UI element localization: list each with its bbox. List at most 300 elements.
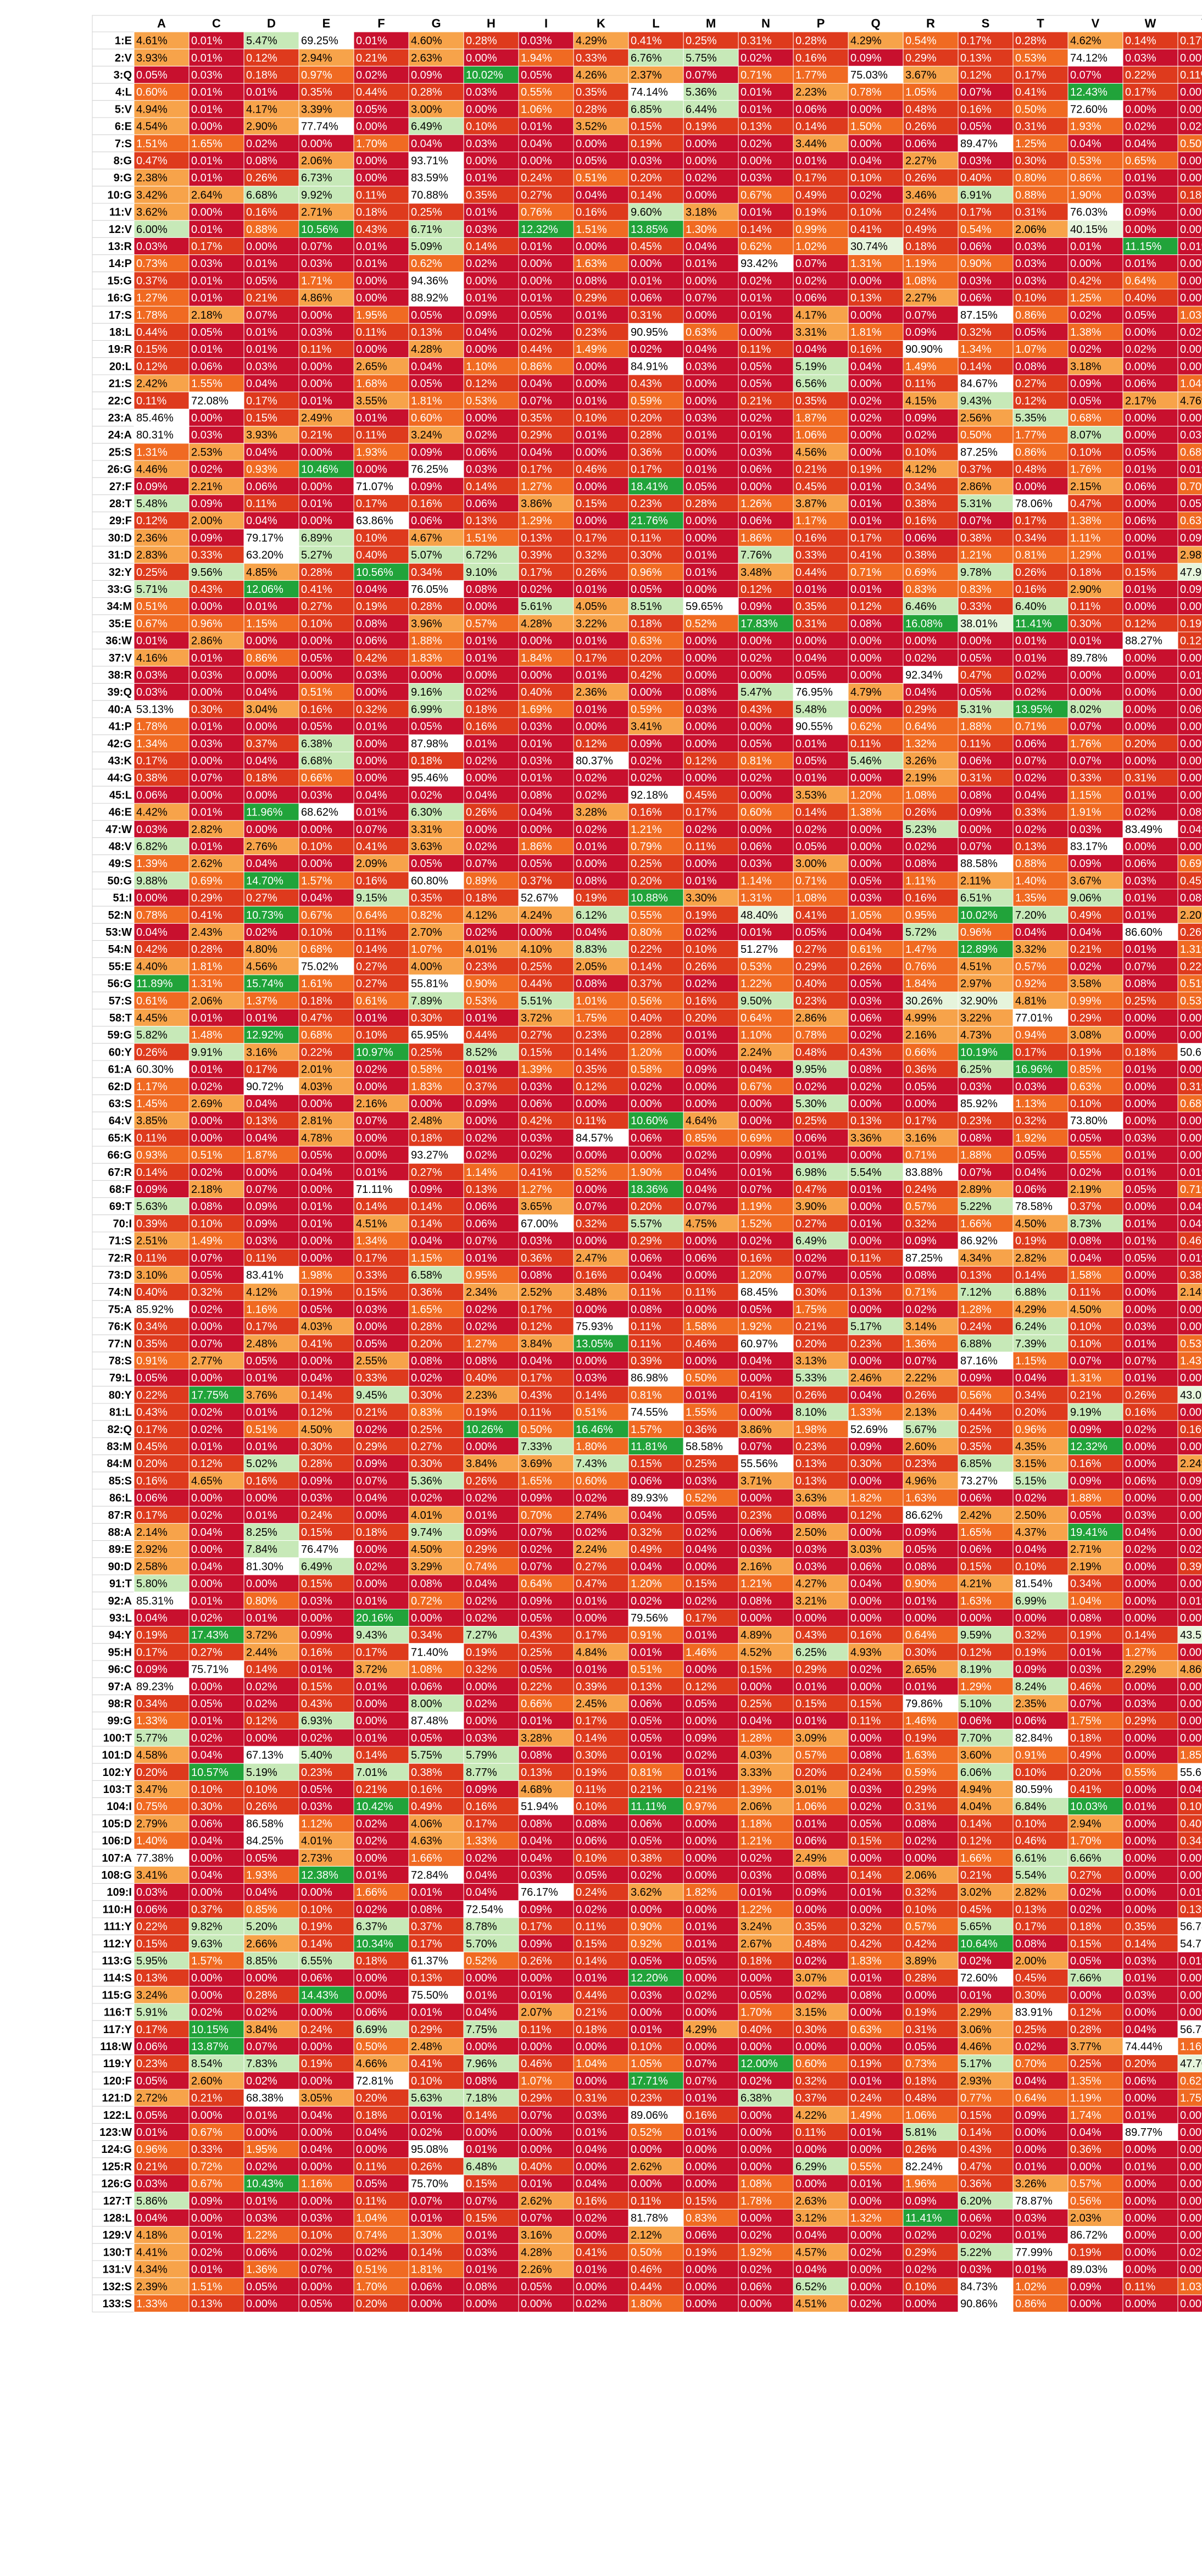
cell-value-label: 9.56% <box>191 566 222 579</box>
cell-value-label: 0.66% <box>521 1698 552 1710</box>
cell-value-label: 4.01% <box>411 1509 442 1522</box>
table-row <box>92 1729 1202 1746</box>
cell-value-label: 0.06% <box>795 1835 827 1847</box>
cell-value-label: 0.02% <box>466 1595 497 1607</box>
cell-value-label: 3.03% <box>850 1544 882 1556</box>
cell-value-label: 47.9 <box>1180 566 1201 579</box>
cell-value-label: 0.40% <box>960 172 992 185</box>
table-row <box>92 666 1202 683</box>
cell-value-label: 2.71% <box>1070 1544 1101 1556</box>
cell-value-label: 4.62% <box>1070 35 1101 47</box>
cell-value-label: 0.02% <box>191 463 222 476</box>
cell-value-label: 3.85% <box>136 1115 168 1128</box>
cell-value-label: 0.01% <box>1125 892 1156 904</box>
cell-value-label: 6.89% <box>301 532 332 545</box>
cell-value-label: 0.14% <box>411 1201 442 1213</box>
cell-value-label: 0.05% <box>1070 1509 1101 1522</box>
cell-value-label: 0.20% <box>795 1337 827 1350</box>
cell-value-label: 6.68% <box>246 189 277 202</box>
cell-value-label: 4.29% <box>576 35 607 47</box>
cell-value-label: 0.02% <box>850 1801 882 1813</box>
cell-value-label: 0.00% <box>356 1080 387 1093</box>
cell-value-label: 0.95% <box>466 1269 497 1281</box>
cell-value-label: 4.52% <box>741 1646 772 1659</box>
cell-value-label: 0.01% <box>576 309 607 321</box>
cell-value-label: 3.60% <box>960 1749 992 1762</box>
cell-value-label: 0.08% <box>795 1509 827 1522</box>
row-label: 42:G <box>107 737 132 750</box>
cell-value-label: 0.20% <box>795 1766 827 1779</box>
cell-value-label: 0.00% <box>521 823 552 836</box>
cell-value-label: 0.20% <box>136 1458 168 1470</box>
cell-value-label: 0.02% <box>850 1080 882 1093</box>
row-label: 86:L <box>109 1492 132 1504</box>
cell-value-label: 2.34% <box>466 1286 497 1299</box>
cell-value-label: 0.00% <box>850 1595 882 1607</box>
cell-value-label: 0.02% <box>686 926 717 939</box>
cell-value-label: 0.53% <box>741 961 772 973</box>
cell-value-label: 0.38% <box>631 1852 662 1864</box>
cell-value-label: 0.00 <box>1180 1406 1201 1419</box>
table-row <box>92 1266 1202 1283</box>
cell-value-label: 0.09% <box>795 1886 827 1899</box>
cell-value-label: 0.00% <box>411 1098 442 1110</box>
cell-value-label: 0.04% <box>686 1184 717 1196</box>
cell-value-label: 9.63% <box>191 1937 222 1950</box>
cell-value-label: 0.35% <box>960 1441 992 1453</box>
row-label: 47:W <box>105 823 132 836</box>
cell-value-label: 0.01% <box>686 549 717 562</box>
cell-value-label: 0.02% <box>191 2006 222 2019</box>
cell-value-label: 0.00 <box>1180 206 1201 219</box>
cell-value-label: 0.16% <box>246 1475 277 1487</box>
cell-value-label: 10.56% <box>356 566 393 579</box>
row-label: 31:D <box>108 549 132 562</box>
cell-value-label: 0.00% <box>1125 1080 1156 1093</box>
cell-value-label: 4.50% <box>301 1423 332 1436</box>
cell-value-label: 0.00% <box>466 103 497 116</box>
cell-value-label: 0.16% <box>576 206 607 219</box>
cell-value-label: 0.08% <box>905 858 937 870</box>
cell-value-label: 74.14% <box>631 86 668 99</box>
cell-value-label: 0.01% <box>850 1184 882 1196</box>
cell-value-label: 0.01% <box>356 241 387 253</box>
cell-value-label: 76.05% <box>411 584 448 596</box>
cell-value-label: 0.38% <box>960 532 992 545</box>
cell-value-label: 0.23% <box>741 1509 772 1522</box>
cell-value-label: 1.66% <box>356 1886 387 1899</box>
row-label: 30:D <box>108 532 132 545</box>
cell-value-label: 2.36% <box>136 532 168 545</box>
cell-value-label: 0.52% <box>576 1166 607 1179</box>
cell-value-label: 0.00% <box>356 772 387 785</box>
cell-value-label: 0.02% <box>795 1989 827 2002</box>
cell-value-label: 0.01% <box>1125 1218 1156 1230</box>
cell-value-label: 0.83% <box>905 584 937 596</box>
cell-value-label: 0.13% <box>136 1972 168 1985</box>
cell-value-label: 0.01% <box>850 515 882 528</box>
cell-value-label: 0.59% <box>631 395 662 407</box>
cell-value-label: 6.00% <box>136 223 168 236</box>
cell-value-label: 0.00% <box>301 360 332 373</box>
cell-value-label: 0.15% <box>741 1663 772 1676</box>
cell-value-label: 0.01% <box>960 1989 992 2002</box>
cell-value-label: 4.75% <box>686 1218 717 1230</box>
cell-value-label: 0.29% <box>905 52 937 64</box>
cell-value-label: 1.98% <box>301 1269 332 1281</box>
cell-value-label: 0.13% <box>960 52 992 64</box>
cell-value-label: 2.16% <box>905 1029 937 1042</box>
cell-value-label: 0.02% <box>1125 806 1156 819</box>
cell-value-label: 0.00% <box>246 635 277 647</box>
cell-value-label: 72.08% <box>191 395 229 407</box>
cell-value-label: 4.00% <box>411 961 442 973</box>
cell-value-label: 0.19% <box>576 892 607 904</box>
cell-value-label: 0.22% <box>136 1920 168 1933</box>
cell-value-label: 81.30% <box>246 1561 283 1573</box>
cell-value-label: 0.09% <box>1070 858 1101 870</box>
cell-value-label: 0.01% <box>466 1252 497 1264</box>
cell-value-label: 51.94% <box>521 1801 558 1813</box>
cell-value-label: 0.21% <box>631 1784 662 1796</box>
cell-value-label: 0.01% <box>741 1886 772 1899</box>
cell-value-label: 0.42% <box>1070 275 1101 287</box>
cell-value-label: 0.57% <box>466 618 497 630</box>
cell-value-label: 0.00 <box>1180 1320 1201 1333</box>
cell-value-label: 77.38% <box>136 1852 174 1864</box>
cell-value-label: 0.40% <box>136 1286 168 1299</box>
cell-value-label: 0.00% <box>686 532 717 545</box>
cell-value-label: 52.69% <box>850 1423 888 1436</box>
cell-value-label: 0.24% <box>905 1184 937 1196</box>
cell-value-label: 0.03% <box>301 1595 332 1607</box>
cell-value-label: 0.02% <box>411 1372 442 1385</box>
cell-value-label: 0.04% <box>741 1715 772 1728</box>
cell-value-label: 0.11% <box>850 737 881 750</box>
cell-value-label: 2.18% <box>191 1184 222 1196</box>
cell-value-label: 0.03% <box>466 137 497 150</box>
cell-value-label: 4.65% <box>191 1475 222 1487</box>
cell-value-label: 1.76% <box>1070 463 1101 476</box>
cell-value-label: 0.05% <box>301 1149 332 1162</box>
cell-value-label: 1.63% <box>576 258 607 270</box>
cell-value-label: 2.06% <box>1015 223 1047 236</box>
cell-value-label: 1.20% <box>631 1046 662 1059</box>
cell-value-label: 0.19% <box>795 206 827 219</box>
cell-value-label: 0.64% <box>905 720 937 733</box>
cell-value-label: 0.02% <box>521 584 552 596</box>
cell-value-label: 0.03% <box>1125 1698 1156 1710</box>
cell-value-label: 0.16% <box>411 498 442 510</box>
cell-value-label: 1.06% <box>795 1801 827 1813</box>
cell-value-label: 0.71% <box>905 1286 937 1299</box>
cell-value-label: 0.05% <box>521 858 552 870</box>
cell-value-label: 0.09% <box>741 601 772 613</box>
cell-value-label: 0.22 <box>1180 961 1201 973</box>
cell-value-label: 0.09% <box>191 498 222 510</box>
cell-value-label: 0.49% <box>631 1544 662 1556</box>
cell-value-label: 1.49% <box>905 360 937 373</box>
cell-value-label: 7.01% <box>356 1766 387 1779</box>
cell-value-label: 4.67% <box>411 532 442 545</box>
cell-value-label: 0.09% <box>191 532 222 545</box>
cell-value-label: 0.06% <box>795 1132 827 1145</box>
cell-value-label: 0.01% <box>466 635 497 647</box>
cell-value-label: 0.07% <box>686 69 717 81</box>
cell-value-label: 0.78% <box>850 86 882 99</box>
cell-value-label: 0.02% <box>686 1526 717 1539</box>
column-header-label: D <box>267 16 276 30</box>
cell-value-label: 1.38% <box>1070 515 1101 528</box>
cell-value-label: 0.06% <box>466 498 497 510</box>
cell-value-label: 1.34% <box>960 343 992 356</box>
cell-value-label: 0.02% <box>686 1989 717 2002</box>
cell-value-label: 0.01% <box>795 1818 827 1830</box>
cell-value-label: 0.02% <box>576 1526 607 1539</box>
cell-value-label: 0.27% <box>1070 1869 1101 1881</box>
cell-value-label: 0.00% <box>850 1303 882 1316</box>
cell-value-label: 0.02% <box>466 1612 497 1624</box>
cell-value-label: 0.00 <box>1180 841 1201 853</box>
cell-value-label: 1.02% <box>795 241 827 253</box>
cell-value-label: 5.19% <box>246 1766 277 1779</box>
cell-value-label: 0.00% <box>191 1680 222 1693</box>
cell-value-label: 0.00% <box>356 1715 387 1728</box>
cell-value-label: 0.01% <box>246 1406 277 1419</box>
cell-value-label: 0.07% <box>960 841 992 853</box>
cell-value-label: 3.09% <box>795 1732 827 1745</box>
cell-value-label: 0.01 <box>1180 1955 1201 1967</box>
cell-value-label: 0.38% <box>905 549 937 562</box>
cell-value-label: 0.26% <box>246 172 277 185</box>
cell-value-label: 0.00% <box>356 292 387 304</box>
cell-value-label: 0.48% <box>1015 463 1047 476</box>
cell-value-label: 0.00% <box>1015 1612 1047 1624</box>
cell-value-label: 0.00% <box>301 515 332 528</box>
cell-value-label: 0.02% <box>686 1595 717 1607</box>
cell-value-label: 0.05% <box>301 652 332 664</box>
cell-value-label: 0.14% <box>356 1201 387 1213</box>
cell-value-label: 0.17% <box>1125 86 1156 99</box>
cell-value-label: 4.17% <box>795 309 827 321</box>
cell-value-label: 15.74% <box>246 978 283 990</box>
cell-value-label: 79.86% <box>905 1698 943 1710</box>
cell-value-label: 0.48% <box>795 1046 827 1059</box>
cell-value-label: 0.07% <box>1070 755 1101 767</box>
cell-value-label: 0.11% <box>576 1784 606 1796</box>
cell-value-label: 5.70% <box>466 1937 497 1950</box>
cell-value-label: 0.08% <box>466 584 497 596</box>
cell-value-label: 0.41% <box>741 1389 772 1402</box>
cell-value-label: 0.00 <box>1180 1492 1201 1504</box>
cell-value-label: 0.45% <box>686 789 717 802</box>
cell-value-label: 86.98% <box>631 1372 668 1385</box>
cell-value-label: 0.03% <box>301 1801 332 1813</box>
cell-value-label: 0.01% <box>741 1166 772 1179</box>
cell-value-label: 1.50% <box>850 120 882 133</box>
cell-value-label: 80.59% <box>1015 1784 1053 1796</box>
cell-value-label: 0.14% <box>631 961 662 973</box>
cell-value-label: 0.01% <box>521 1989 552 2002</box>
cell-value-label: 0.26% <box>466 806 497 819</box>
cell-value-label: 83.88% <box>905 1166 943 1179</box>
cell-value-label: 4.51% <box>356 1218 387 1230</box>
cell-value-label: 0.02% <box>850 189 882 202</box>
cell-value-label: 2.24 <box>1180 1458 1201 1470</box>
cell-value-label: 1.33% <box>466 1835 497 1847</box>
cell-value-label: 13.05% <box>576 1337 613 1350</box>
cell-value-label: 4.17% <box>246 103 277 116</box>
cell-value-label: 0.20% <box>631 412 662 424</box>
row-label: 65:K <box>108 1132 132 1145</box>
cell-value-label: 0.00 <box>1180 1869 1201 1881</box>
cell-value-label: 0.05% <box>795 669 827 681</box>
cell-value-label: 1.68% <box>356 377 387 390</box>
cell-value-label: 0.31% <box>1125 772 1156 785</box>
cell-value-label: 3.58% <box>1070 978 1101 990</box>
cell-value-label: 0.00% <box>1125 1732 1156 1745</box>
cell-value-label: 0.03% <box>521 1869 552 1881</box>
cell-value-label: 4.05% <box>576 601 607 613</box>
cell-value-label: 0.01% <box>741 926 772 939</box>
cell-value-label: 0.09% <box>466 1784 497 1796</box>
cell-value-label: 0.13% <box>850 292 882 304</box>
table-row <box>92 392 1202 409</box>
cell-value-label: 0.33% <box>356 1372 387 1385</box>
cell-value-label: 0.10% <box>301 841 332 853</box>
cell-value-label: 6.38% <box>301 737 332 750</box>
cell-value-label: 0.00% <box>1125 223 1156 236</box>
cell-value-label: 0.02% <box>1070 1903 1101 1916</box>
cell-value-label: 0.00% <box>1015 480 1047 493</box>
cell-value-label: 4.27% <box>795 1578 827 1590</box>
cell-value-label: 0.64% <box>1125 275 1156 287</box>
cell-value-label: 0.91% <box>1015 1749 1047 1762</box>
cell-value-label: 5.20% <box>246 1920 277 1933</box>
cell-value-label: 1.66% <box>411 1852 442 1864</box>
cell-value-label: 0.02% <box>795 275 827 287</box>
cell-value-label: 0.39% <box>136 1218 168 1230</box>
cell-value-label: 0.03% <box>301 1492 332 1504</box>
cell-value-label: 0.13% <box>1015 841 1047 853</box>
cell-value-label: 0.09% <box>466 309 497 321</box>
cell-value-label: 0.00% <box>686 1098 717 1110</box>
cell-value-label: 0.00% <box>356 275 387 287</box>
row-label: 25:S <box>108 446 132 459</box>
cell-value-label: 0.02% <box>1015 669 1047 681</box>
cell-value-label: 0.00% <box>191 1372 222 1385</box>
cell-value-label: 0.33% <box>960 601 992 613</box>
cell-value-label: 1.75% <box>795 1303 827 1316</box>
cell-value-label: 0.08% <box>1070 1235 1101 1247</box>
column-header-label: V <box>1091 16 1100 30</box>
cell-value-label: 2.58% <box>136 1561 168 1573</box>
cell-value-label: 8.83% <box>576 943 607 956</box>
cell-value-label: 0.00% <box>576 1149 607 1162</box>
cell-value-label: 0.14% <box>136 1166 168 1179</box>
cell-value-label: 0.00% <box>466 52 497 64</box>
cell-value-label: 0.88% <box>246 223 277 236</box>
cell-value-label: 3.46% <box>905 189 937 202</box>
cell-value-label: 80.31% <box>136 429 174 442</box>
cell-value-label: 0.25% <box>960 1423 992 1436</box>
cell-value-label: 0.10% <box>1015 292 1047 304</box>
cell-value-label: 4.42% <box>136 806 168 819</box>
cell-value-label: 0.12% <box>960 69 992 81</box>
cell-value-label: 0.71% <box>905 1149 937 1162</box>
cell-value-label: 0.14% <box>466 480 497 493</box>
cell-value-label: 0.01% <box>466 652 497 664</box>
table-row <box>92 1095 1202 1112</box>
column-header-label: T <box>1037 16 1044 30</box>
heatmap-grid <box>92 32 1202 2312</box>
cell-value-label: 0.53 <box>1180 1337 1201 1350</box>
cell-value-label: 7.66% <box>1070 1972 1101 1985</box>
cell-value-label: 0.02% <box>741 52 772 64</box>
cell-value-label: 0.00% <box>356 1509 387 1522</box>
cell-value-label: 0.02% <box>850 395 882 407</box>
row-label: 106:D <box>102 1835 132 1847</box>
table-row <box>92 32 1202 49</box>
cell-value-label: 0.16% <box>136 1475 168 1487</box>
cell-value-label: 0.15% <box>850 1835 882 1847</box>
cell-value-label: 0.09% <box>1015 1663 1047 1676</box>
cell-value-label: 0.41% <box>301 1337 332 1350</box>
cell-value-label: 0.29% <box>1070 1012 1101 1024</box>
cell-value-label: 2.00% <box>1015 1955 1047 1967</box>
cell-value-label: 1.29% <box>960 1680 992 1693</box>
cell-value-label: 5.71% <box>136 584 168 596</box>
cell-value-label: 0.68 <box>1180 1098 1201 1110</box>
row-label: 36:W <box>105 635 132 647</box>
cell-value-label: 0.11 <box>1180 69 1201 81</box>
cell-value-label: 0.01% <box>356 720 387 733</box>
cell-value-label: 4.85% <box>246 566 277 579</box>
cell-value-label: 0.03% <box>1125 1509 1156 1522</box>
cell-value-label: 0.12% <box>466 377 497 390</box>
cell-value-label: 0.06% <box>356 2006 387 2019</box>
cell-value-label: 1.07% <box>411 943 442 956</box>
cell-value-label: 0.01% <box>1015 652 1047 664</box>
cell-value-label: 0.15% <box>301 1680 332 1693</box>
cell-value-label: 1.52% <box>741 1218 772 1230</box>
cell-value-label: 0.27% <box>191 1646 222 1659</box>
cell-value-label: 0.00% <box>741 720 772 733</box>
cell-value-label: 0.05% <box>795 926 827 939</box>
cell-value-label: 0.05% <box>686 480 717 493</box>
cell-value-label: 0.17% <box>246 1320 277 1333</box>
cell-value-label: 0.02% <box>686 172 717 185</box>
cell-value-label: 0.05% <box>850 1818 882 1830</box>
cell-value-label: 77.01% <box>1015 1012 1053 1024</box>
cell-value-label: 0.44% <box>576 1989 607 2002</box>
cell-value-label: 83.17% <box>1070 841 1108 853</box>
cell-value-label: 0.06% <box>521 1098 552 1110</box>
cell-value-label: 1.55% <box>686 1406 717 1419</box>
cell-value-label: 0.00% <box>631 1149 662 1162</box>
cell-value-label: 4.84% <box>576 1646 607 1659</box>
cell-value-label: 5.15% <box>1015 1475 1047 1487</box>
cell-value-label: 0.41% <box>191 909 222 921</box>
cell-value-label: 0.01% <box>795 1715 827 1728</box>
cell-value-label: 0.00 <box>1180 1852 1201 1864</box>
cell-value-label: 0.02% <box>686 978 717 990</box>
row-label: 1:E <box>114 35 132 47</box>
cell-value-label: 0.05% <box>411 858 442 870</box>
cell-value-label: 0.00% <box>466 1715 497 1728</box>
cell-value-label: 56.7 <box>1180 1920 1201 1933</box>
cell-value-label: 3.22% <box>960 1012 992 1024</box>
